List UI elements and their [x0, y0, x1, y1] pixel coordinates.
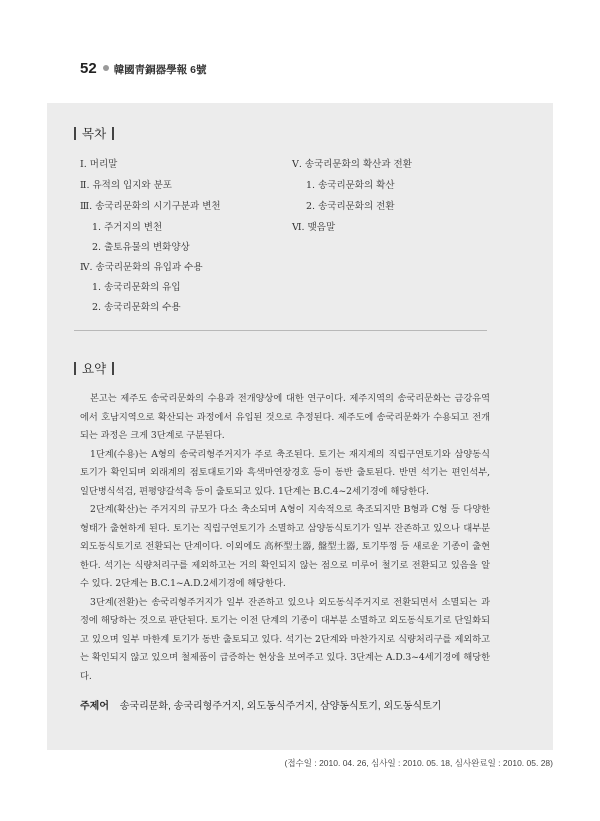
submission-dates: (접수일 : 2010. 04. 26, 심사일 : 2010. 05. 18, 심사완료일 : 2010. 05. 28) [284, 758, 553, 768]
heading-bar-icon [74, 362, 76, 375]
keywords-text: 송국리문화, 송국리형주거지, 외도동식주거지, 삼양동식토기, 외도동식토기 [119, 701, 442, 712]
bullet-dot-icon [103, 65, 109, 71]
toc-item: 2. 송국리문화의 수용 [92, 302, 181, 313]
toc-title: 목차 [82, 127, 107, 141]
toc-item: Ⅵ. 맺음말 [292, 222, 336, 233]
journal-title: 韓國靑銅器學報 6號 [113, 64, 207, 76]
abstract-paragraph: 2단계(확산)는 주거지의 규모가 다소 축소되며 A형이 지속적으로 축조되지만 B형과 C형 등 다양한 형태가 출현하게 된다. 토기는 직립구연토기가 소멸하고 삼양동식토기가 일부 잔존하고 있으나 대부분 외도동식토기로 전환되는 단계이다. 이외에도 高杯型土器, 盤型土器, 토기뚜껑 등 새로운 기종이 출현한다. 석기는 식량처리구를 제외하고는 거의 확인되지 않는 점으로 미루어 철기로 전환되고 있음을 알 수 있다. 2단계는 B.C.1~A.D.2세기경에 해당한다. [80, 504, 490, 589]
abstract-heading [74, 359, 114, 377]
toc-item: 1. 주거지의 변천 [92, 222, 163, 233]
toc-item: 1. 송국리문화의 유입 [92, 282, 181, 293]
heading-bar-icon [74, 127, 76, 140]
toc-item: 1. 송국리문화의 확산 [306, 180, 395, 191]
abstract-paragraph: 1단계(수용)는 A형의 송국리형주거지가 주로 축조된다. 토기는 재지계의 직립구연토기와 삼양동식토기가 확인되며 외래계의 점토대토기와 흑색마연장경호 등이 동반 출토된다. 반면 석기는 편인석부, 일단병식석검, 편평양갈석촉 등이 출토되고 있다. 1단계는 B.C.4~2세기경에 해당한다. [80, 448, 490, 497]
toc-item: Ⅰ. 머리말 [80, 159, 118, 170]
page-number: 52 [80, 60, 97, 77]
running-header [80, 60, 206, 77]
heading-bar-icon [112, 127, 114, 140]
toc-item: Ⅱ. 유적의 입지와 분포 [80, 180, 172, 191]
abstract-paragraph: 본고는 제주도 송국리문화의 수용과 전개양상에 대한 연구이다. 제주지역의 송국리문화는 금강유역에서 호남지역으로 확산되는 과정에서 유입된 것으로 추정된다. 제주도에 송국리문화가 수용되고 전개되는 과정은 크게 3단계로 구분된다. [80, 393, 490, 441]
heading-bar-icon [112, 362, 114, 375]
toc-item: 2. 출토유물의 변화양상 [92, 242, 190, 253]
section-divider [74, 330, 487, 331]
toc-item: Ⅳ. 송국리문화의 유입과 수용 [80, 262, 203, 273]
toc-item: Ⅲ. 송국리문화의 시기구분과 변천 [80, 201, 221, 212]
keywords-label: 주제어 [80, 701, 109, 712]
toc-item: 2. 송국리문화의 전환 [306, 201, 395, 212]
abstract-body [80, 390, 490, 686]
toc-item: Ⅴ. 송국리문화의 확산과 전환 [292, 159, 412, 170]
keywords-line [80, 697, 441, 712]
abstract-title: 요약 [82, 362, 107, 376]
toc-heading [74, 124, 114, 142]
abstract-paragraph: 3단계(전환)는 송국리형주거지가 일부 잔존하고 있으나 외도동식주거지로 전환되면서 소멸되는 과정에 해당하는 것으로 판단된다. 토기는 이전 단계의 기종이 대부분 소멸하고 외도동식토기로 단일화되고 있으며 일부 마한계 토기가 동반 출토되고 있다. 석기는 2단계와 마찬가지로 식량처리구를 제외하고는 확인되지 않고 있으며 철제품이 급증하는 현상을 보여주고 있다. 3단계는 A.D.3~4세기경에 해당한다. [80, 596, 490, 682]
